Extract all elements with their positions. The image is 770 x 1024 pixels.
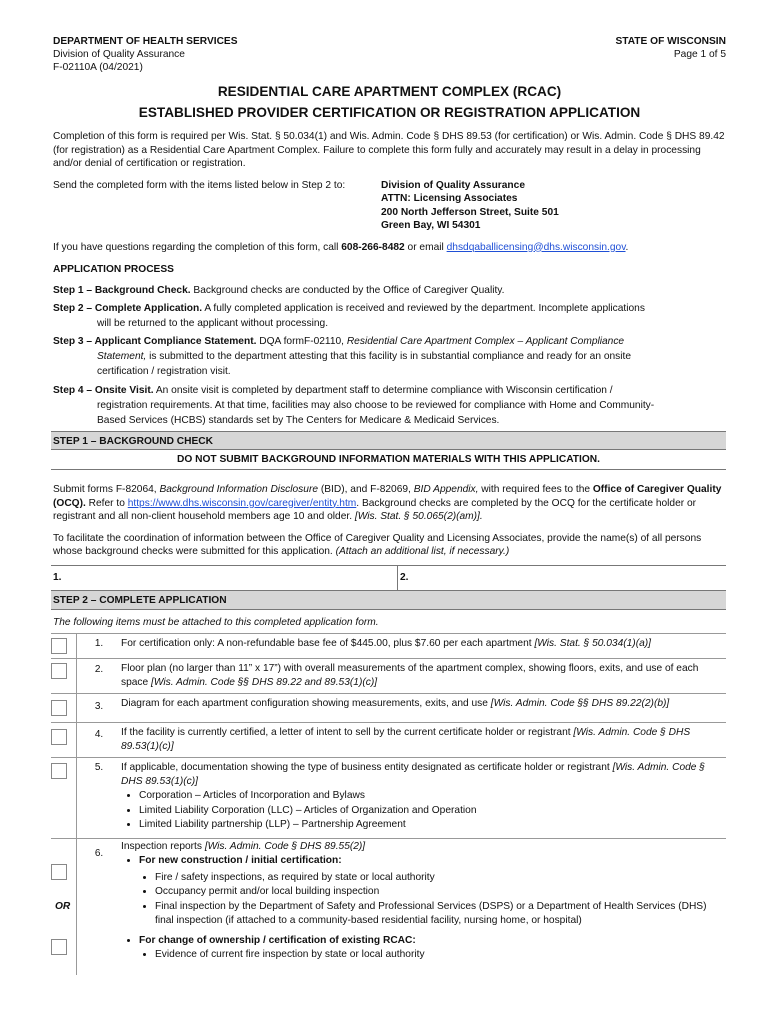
p-text: [Wis. Stat. § 50.065(2)(am)]. (354, 511, 483, 522)
list-bullet: • Fire / safety inspections, as required by state or local authority (155, 871, 726, 886)
list-item (51, 838, 726, 975)
item-number: 4. (94, 729, 104, 740)
item-citation: [Wis. Stat. § 50.034(1)(a)] (534, 638, 651, 649)
step-label: Step 2 – Complete Application. (53, 303, 203, 314)
list-bullet: • Limited Liability partnership (LLP) – Partnership Agreement (139, 818, 726, 833)
item-text: If the facility is currently certified, a letter of intent to sell by the current certificate holder or registrant (121, 727, 574, 738)
address-line: Green Bay, WI 54301 (381, 220, 481, 231)
address-line: 200 North Jefferson Street, Suite 501 (381, 206, 559, 218)
process-step-3 (53, 334, 726, 379)
step-text: Residential Care Apartment Complex – Applicant Compliance (346, 336, 625, 347)
step-text: DQA formF-02110, (256, 336, 347, 347)
new-construction-heading: • For new construction / initial certification: (139, 854, 726, 869)
attachments-list (51, 633, 726, 975)
phone-number: 608-266-8482 (341, 241, 405, 253)
form-id: F-02110A (04/2021) (53, 62, 143, 73)
step-label: Step 4 – Onsite Visit. (53, 385, 154, 396)
list-item (51, 722, 726, 757)
item-citation: [Wis. Admin. Code §§ DHS 89.22(2)(b)] (490, 698, 670, 709)
state-name: STATE OF WISCONSIN (615, 36, 726, 47)
questions-text: or email (404, 241, 447, 253)
send-to-block (53, 179, 726, 233)
checkbox[interactable] (51, 729, 67, 745)
address-line: Division of Quality Assurance (381, 179, 525, 191)
address-line: ATTN: Licensing Associates (381, 193, 518, 204)
p-text: To facilitate the coordination of information between the Office of Caregiver Quality and Licensing Associates, provide the name(s) of all persons whose background checks were submitted for this application. (53, 532, 702, 557)
step-text: certification / registration visit. (97, 366, 231, 377)
form-title: RESIDENTIAL CARE APARTMENT COMPLEX (RCAC) (217, 84, 562, 99)
background-names-row (51, 565, 726, 591)
item-number: 6. (94, 848, 104, 859)
list-item (51, 757, 726, 838)
item-citation: [Wis. Admin. Code § DHS 89.55(2)] (204, 841, 366, 852)
item-text: For certification only: A non-refundable base fee of $445.00, plus $7.60 per each apartment (121, 638, 535, 649)
step-text: Background checks are conducted by the Office of Caregiver Quality. (190, 285, 505, 296)
list-bullet: • Final inspection by the Department of Safety and Professional Services (DSPS) or a Department of Health Services (DHS) final inspection (if attached to a community-based residential facility, nursing home, or hospital) (155, 900, 726, 929)
list-bullet: • Evidence of current fire inspection by state or local authority (155, 948, 726, 963)
application-process-heading: APPLICATION PROCESS (53, 264, 174, 275)
questions-paragraph (53, 241, 726, 255)
checkbox[interactable] (51, 939, 67, 955)
name-field-2[interactable]: 2. (400, 571, 409, 583)
p-text: with required fees to the (478, 484, 593, 495)
step-text: is submitted to the department attesting that this facility is in substantial compliance and ready for an onsite (146, 351, 632, 362)
p-text: Office of Caregiver Quality (OCQ). (53, 484, 722, 509)
step-label: Step 3 – Applicant Compliance Statement. (53, 336, 257, 347)
list-bullet: • Occupancy permit and/or local building inspection (155, 885, 726, 900)
mailing-address (381, 179, 559, 233)
email-link[interactable]: dhsdqaballicensing@dhs.wisconsin.gov (446, 241, 626, 253)
send-label: Send the completed form with the items listed below in Step 2 to: (53, 179, 346, 191)
caregiver-link[interactable]: https://www.dhs.wisconsin.gov/caregiver/entity.htm (127, 497, 357, 509)
checkbox[interactable] (51, 638, 67, 654)
list-item (51, 633, 726, 658)
checkbox[interactable] (51, 763, 67, 779)
item-citation: [Wis. Admin. Code § DHS 89.53(1)(c)] (121, 762, 705, 787)
p-text: (Attach an additional list, if necessary.) (335, 546, 510, 557)
step-text: Based Services (HCBS) standards set by The Centers for Medicare & Medicaid Services. (97, 415, 500, 426)
entity-bullets (121, 789, 726, 833)
name-field-1[interactable]: 1. (51, 566, 398, 590)
note-text: The following items must be attached to this completed application form. (53, 616, 379, 628)
step1-warning: DO NOT SUBMIT BACKGROUND INFORMATION MATERIALS WITH THIS APPLICATION. (51, 450, 726, 470)
step-text: registration requirements. At that time, facilities may also choose to be reviewed for compliance with Home and Community- (97, 400, 655, 411)
checkbox[interactable] (51, 700, 67, 716)
item-number: 3. (94, 701, 104, 712)
step-text: A fully completed application is received and reviewed by the department. Incomplete applications (202, 303, 645, 314)
list-item (51, 693, 726, 722)
checkbox[interactable] (51, 864, 67, 880)
form-subtitle: ESTABLISHED PROVIDER CERTIFICATION OR REGISTRATION APPLICATION (138, 105, 641, 120)
p-text: Background Information Disclosure (159, 484, 319, 495)
p-text: BID Appendix, (413, 484, 479, 495)
change-ownership-heading: • For change of ownership / certification of existing RCAC: (139, 934, 726, 949)
intro-paragraph: Completion of this form is required per Wis. Stat. § 50.034(1) and Wis. Admin. Code § DHS 89.53 (for certification) or Wis. Admin. Code § DHS 89.42 (for registration) as a Residential Care Apartment Complex. Failure to complete this form fully and accurately may result in a delay in processing and/or denial of certification or registration. (53, 131, 725, 169)
list-item (51, 658, 726, 693)
process-step-2 (53, 301, 726, 331)
inspection-bullets (121, 854, 726, 869)
item-number: 2. (94, 664, 104, 675)
item-text: If applicable, documentation showing the type of business entity designated as certificate holder or registrant (121, 762, 613, 773)
p-text: . Background checks are completed by the OCQ for the certificate holder or registrant and all non-client household members age 10 and older. (53, 497, 697, 522)
change-ownership-bullets (121, 948, 726, 963)
step1-heading: STEP 1 – BACKGROUND CHECK (51, 431, 726, 450)
p-text: Submit forms F-82064, (53, 484, 160, 495)
step-continuation (53, 349, 726, 364)
step-label: Step 1 – Background Check. (53, 285, 191, 296)
questions-text: If you have questions regarding the completion of this form, call (53, 241, 342, 253)
change-ownership-list (121, 934, 726, 949)
item-text: Inspection reports (121, 841, 205, 852)
item-number: 5. (94, 762, 104, 773)
division-name: Division of Quality Assurance (53, 49, 185, 60)
item-citation: [Wis. Admin. Code §§ DHS 89.22 and 89.53(1)(c)] (151, 677, 378, 688)
step-text: will be returned to the applicant without processing. (97, 318, 329, 329)
step2-note (53, 616, 726, 630)
step-text: Statement, (97, 351, 147, 362)
item-citation: [Wis. Admin. Code § DHS 89.53(1)(c)] (121, 727, 691, 752)
questions-text: . (625, 241, 629, 253)
step1-paragraph-1 (53, 483, 726, 524)
form-page (53, 35, 726, 975)
form-header (53, 35, 726, 74)
checkbox[interactable] (51, 663, 67, 679)
list-bullet: • Corporation – Articles of Incorporation and Bylaws (139, 789, 726, 804)
process-step-1 (53, 283, 726, 298)
page-number: Page 1 of 5 (673, 49, 726, 60)
item-text: Diagram for each apartment configuration showing measurements, exits, and use (121, 698, 491, 709)
step-text: An onsite visit is completed by department staff to determine compliance with Wisconsin certification / (153, 385, 613, 396)
list-bullet: • Limited Liability Corporation (LLC) – Articles of Organization and Operation (139, 804, 726, 819)
or-label: OR (55, 901, 71, 912)
new-construction-bullets (121, 871, 726, 929)
p-text: Refer to (85, 497, 128, 509)
step2-heading: STEP 2 – COMPLETE APPLICATION (51, 591, 726, 610)
step1-paragraph-2 (53, 532, 726, 559)
item-number: 1. (94, 638, 104, 649)
p-text: (BID), and F-82069, (318, 484, 414, 495)
item-text: Floor plan (no larger than 11” x 17”) with overall measurements of the apartment complex, showing floors, exits, and use of each space (121, 663, 699, 688)
department-name: DEPARTMENT OF HEALTH SERVICES (53, 36, 238, 47)
process-step-4 (53, 383, 726, 428)
